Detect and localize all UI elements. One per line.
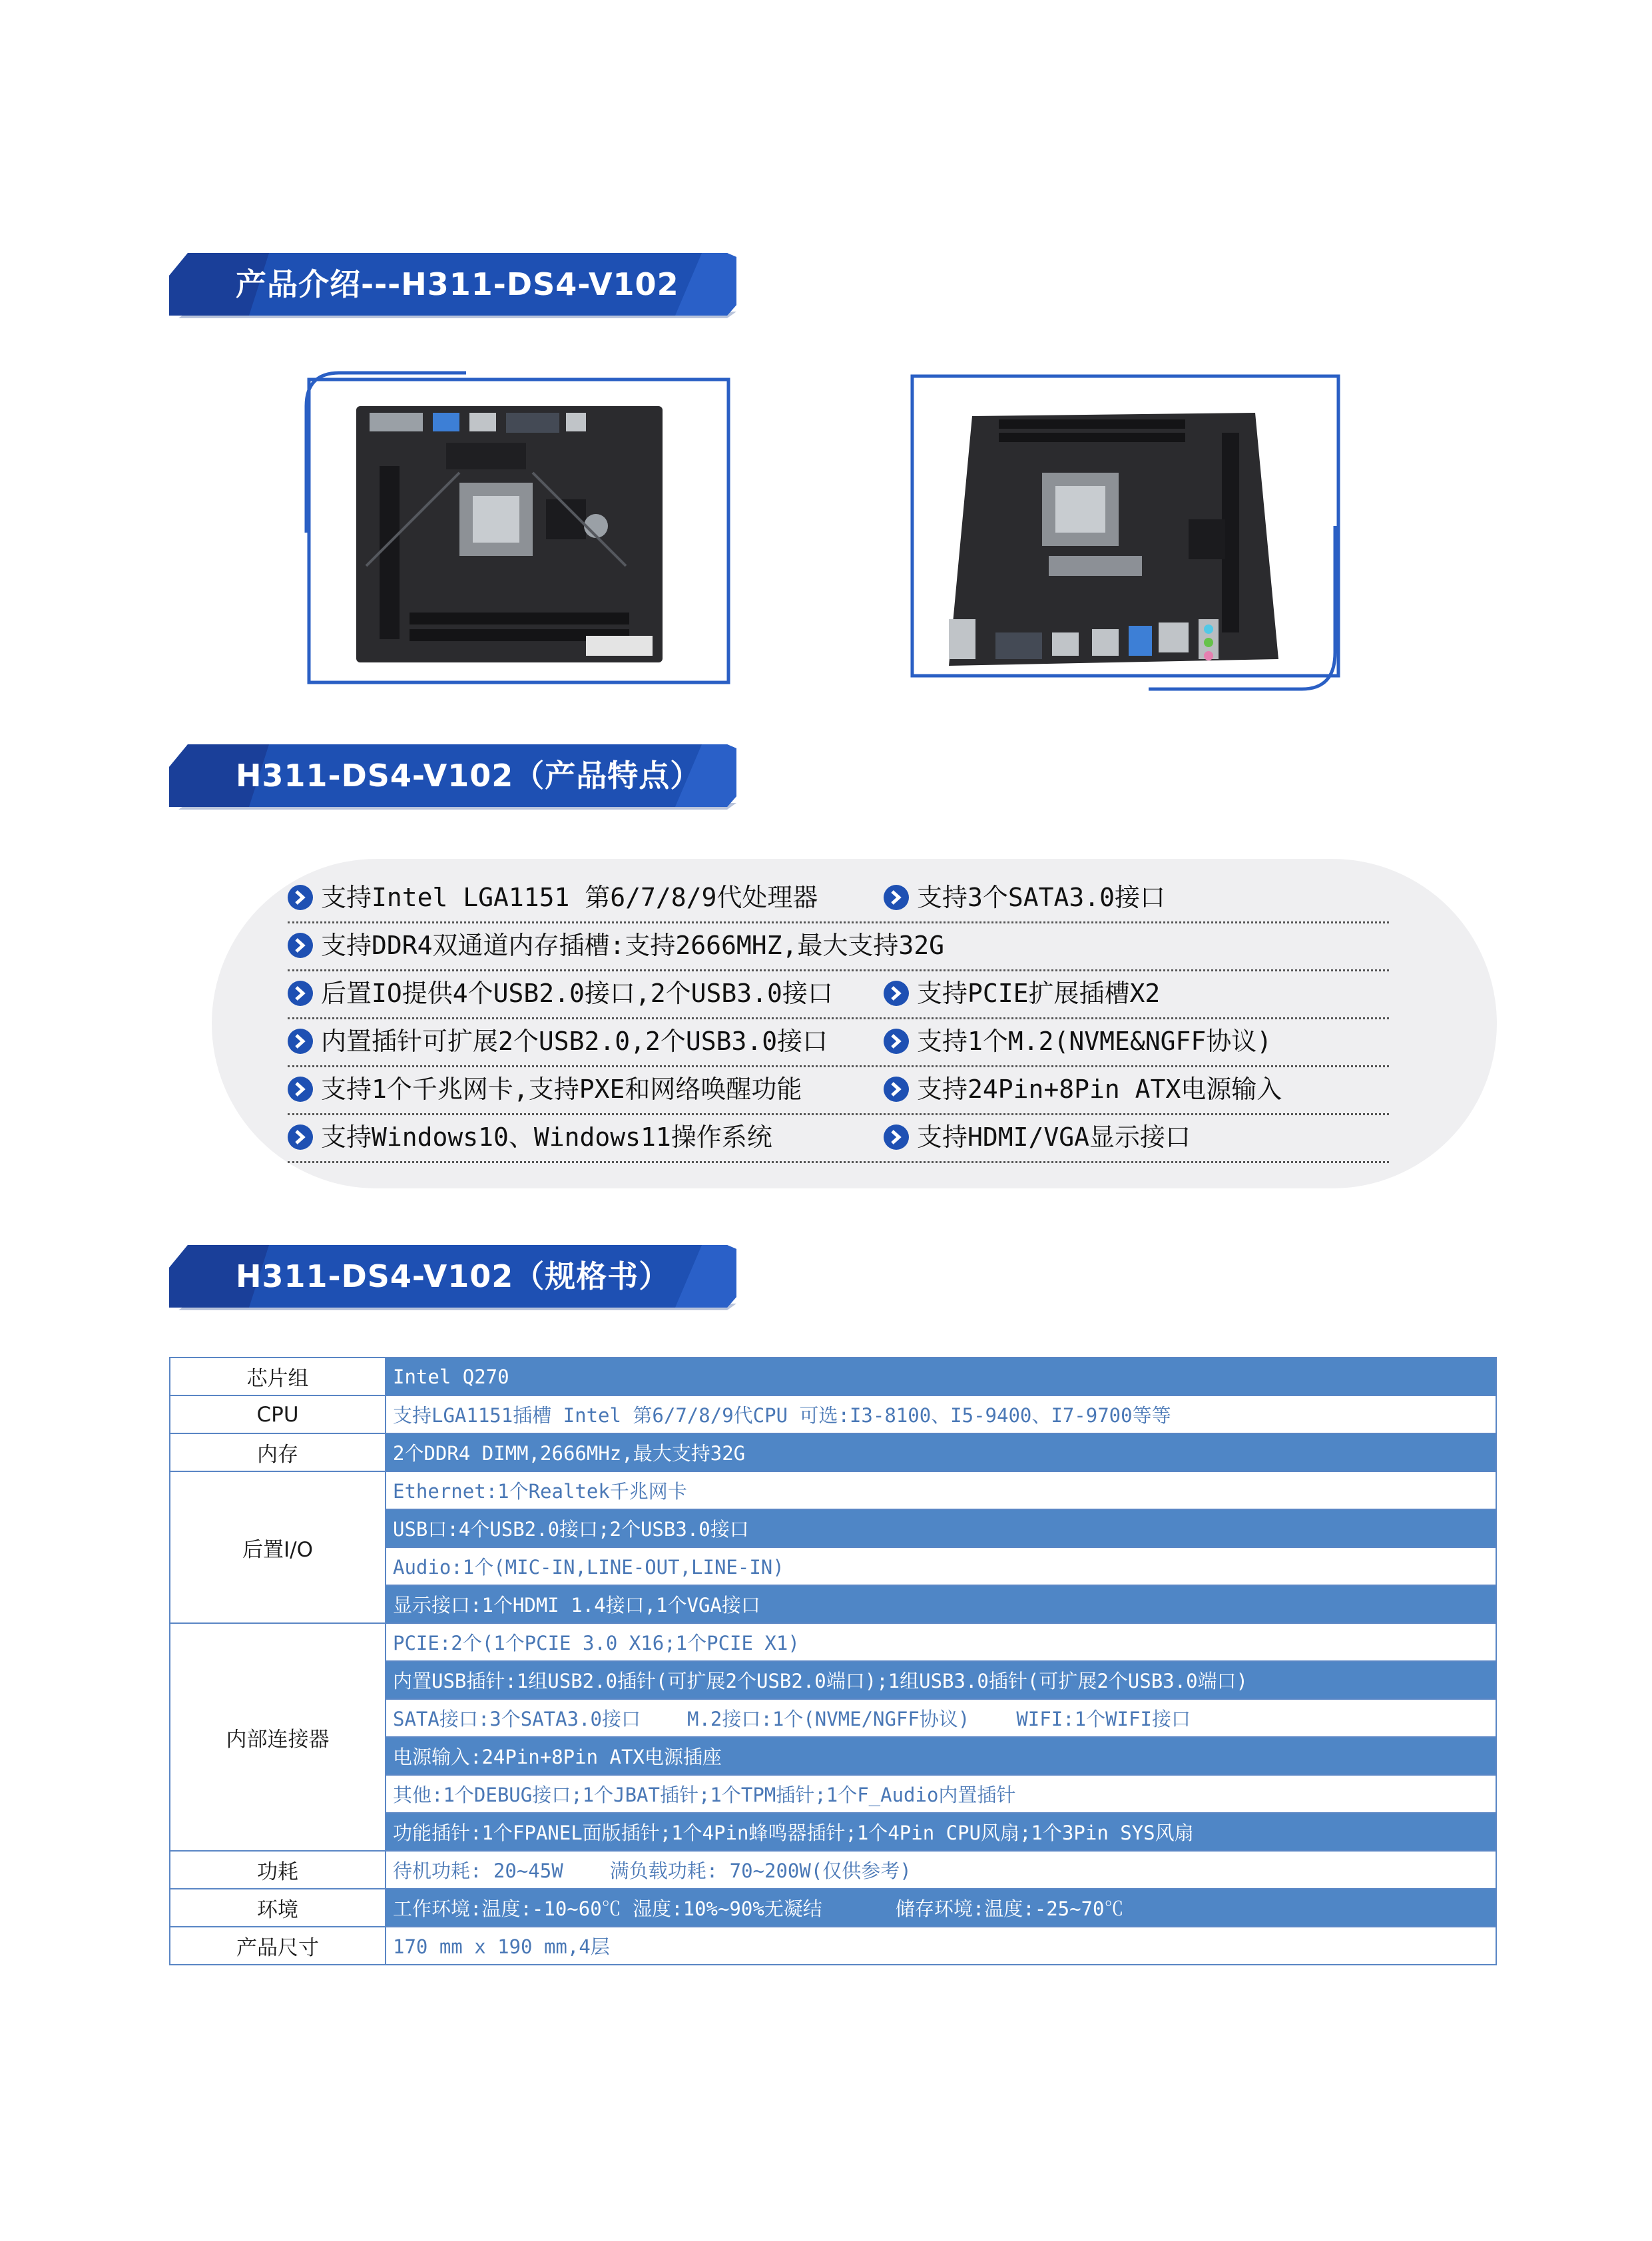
spec-value: 内置USB插针:1组USB2.0插针(可扩展2个USB2.0端口);1组USB3.0插针(可扩展2个USB3.0端口)	[386, 1661, 1496, 1699]
table-row	[170, 1471, 1496, 1509]
table-row	[170, 1851, 1496, 1889]
table-row	[170, 1395, 1496, 1433]
feature-item: 支持HDMI/VGA显示接口	[884, 1114, 1191, 1161]
section-banner-specs	[169, 1245, 736, 1312]
spec-value: USB口:4个USB2.0接口;2个USB3.0接口	[386, 1509, 1496, 1547]
spec-label: 环境	[170, 1889, 386, 1927]
spec-value: Audio:1个(MIC-IN,LINE-OUT,LINE-IN)	[386, 1547, 1496, 1585]
spec-value: 支持LGA1151插槽 Intel 第6/7/8/9代CPU 可选:I3-8100、I5-9400、I7-9700等等	[386, 1395, 1496, 1433]
chevron-right-icon	[288, 885, 313, 910]
spec-label: 内存	[170, 1433, 386, 1471]
spec-label: 后置I/O	[170, 1471, 386, 1623]
chevron-right-icon	[884, 1029, 909, 1054]
chevron-right-icon	[884, 1077, 909, 1102]
chevron-right-icon	[288, 981, 313, 1006]
section-title: H311-DS4-V102（产品特点）	[236, 758, 702, 794]
spec-label: 功耗	[170, 1851, 386, 1889]
spec-value: Ethernet:1个Realtek千兆网卡	[386, 1471, 1496, 1509]
chevron-right-icon	[288, 1077, 313, 1102]
chevron-right-icon	[288, 1029, 313, 1054]
chevron-right-icon	[884, 1124, 909, 1150]
feature-item: 支持3个SATA3.0接口	[884, 874, 1165, 921]
feature-item: 支持Intel LGA1151 第6/7/8/9代处理器	[288, 874, 818, 921]
spec-label: 内部连接器	[170, 1623, 386, 1851]
spec-value: 功能插针:1个FPANEL面版插针;1个4Pin蜂鸣器插针;1个4Pin CPU风扇;1个3Pin SYS风扇	[386, 1813, 1496, 1851]
section-title: H311-DS4-V102（规格书）	[236, 1258, 671, 1294]
feature-item: 支持PCIE扩展插槽X2	[884, 970, 1160, 1017]
feature-item: 支持24Pin+8Pin ATX电源输入	[884, 1066, 1282, 1113]
section-banner-features	[169, 744, 736, 811]
feature-row	[288, 970, 1389, 1019]
chevron-right-icon	[288, 1124, 313, 1150]
motherboard-photo-front	[293, 366, 732, 686]
table-row	[170, 1889, 1496, 1927]
motherboard-photo-angle	[909, 373, 1348, 696]
spec-label: 芯片组	[170, 1358, 386, 1395]
spec-label: CPU	[170, 1395, 386, 1433]
chevron-right-icon	[884, 981, 909, 1006]
feature-row	[288, 1018, 1389, 1067]
feature-item: 支持1个M.2(NVME&NGFF协议)	[884, 1018, 1272, 1065]
spec-value: 电源输入:24Pin+8Pin ATX电源插座	[386, 1737, 1496, 1775]
feature-row	[288, 1114, 1389, 1163]
section-title: 产品介绍---H311-DS4-V102	[236, 266, 679, 302]
spec-value: Intel Q270	[386, 1358, 1496, 1395]
spec-value: 待机功耗: 20~45W 满负载功耗: 70~200W(仅供参考)	[386, 1851, 1496, 1889]
feature-item: 内置插针可扩展2个USB2.0,2个USB3.0接口	[288, 1018, 828, 1065]
spec-table	[169, 1357, 1497, 1965]
table-row	[170, 1433, 1496, 1471]
spec-value: 工作环境:温度:-10~60℃ 湿度:10%~90%无凝结 储存环境:温度:-25~70℃	[386, 1889, 1496, 1927]
feature-item: 后置IO提供4个USB2.0接口,2个USB3.0接口	[288, 970, 833, 1017]
feature-row	[288, 874, 1389, 923]
table-row	[170, 1358, 1496, 1395]
spec-value: 显示接口:1个HDMI 1.4接口,1个VGA接口	[386, 1585, 1496, 1623]
chevron-right-icon	[884, 885, 909, 910]
feature-item: 支持1个千兆网卡,支持PXE和网络唤醒功能	[288, 1066, 802, 1113]
feature-item: 支持Windows10、Windows11操作系统	[288, 1114, 772, 1161]
section-banner-intro	[169, 253, 736, 320]
spec-value: PCIE:2个(1个PCIE 3.0 X16;1个PCIE X1)	[386, 1623, 1496, 1661]
spec-label: 产品尺寸	[170, 1927, 386, 1965]
table-row	[170, 1927, 1496, 1965]
feature-row	[288, 922, 1389, 971]
spec-value: 2个DDR4 DIMM,2666MHz,最大支持32G	[386, 1433, 1496, 1471]
spec-value: 170 mm x 190 mm,4层	[386, 1927, 1496, 1965]
spec-value: SATA接口:3个SATA3.0接口 M.2接口:1个(NVME/NGFF协议) WIFI:1个WIFI接口	[386, 1699, 1496, 1737]
table-row	[170, 1623, 1496, 1661]
feature-row	[288, 1066, 1389, 1115]
spec-value: 其他:1个DEBUG接口;1个JBAT插针;1个TPM插针;1个F_Audio内置插针	[386, 1775, 1496, 1813]
chevron-right-icon	[288, 933, 313, 958]
feature-item: 支持DDR4双通道内存插槽:支持2666MHZ,最大支持32G	[288, 922, 944, 969]
